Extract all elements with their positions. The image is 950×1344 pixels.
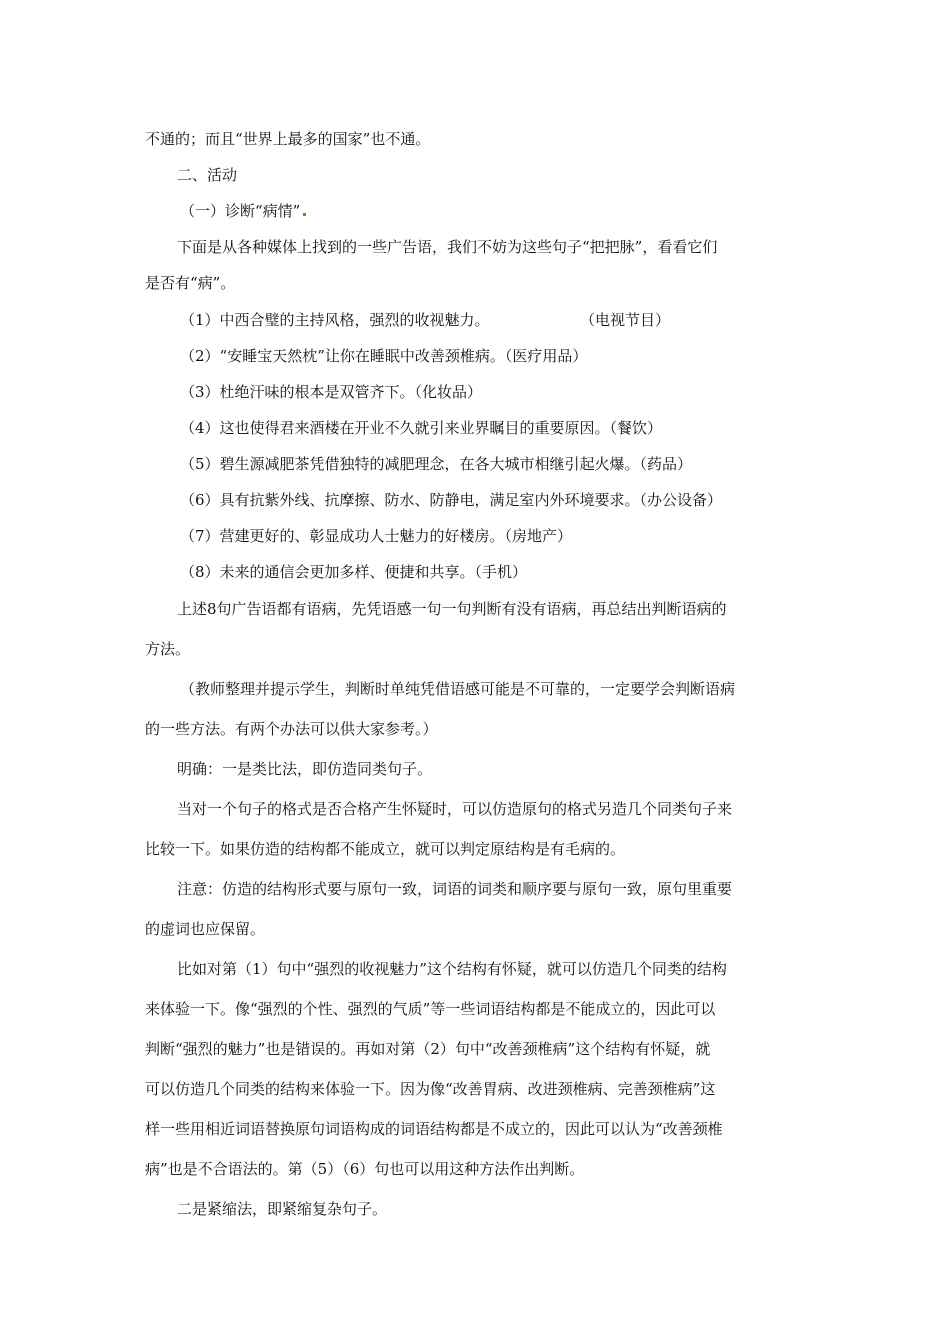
paragraph-line: 的一些方法。有两个办法可以供大家参考。） [145, 720, 438, 738]
list-item: （4）这也使得君来酒楼在开业不久就引来业界瞩目的重要原因。（餐饮） [180, 419, 663, 437]
section-heading: 二、活动 [177, 166, 238, 184]
paragraph-line: 的虚词也应保留。 [145, 920, 266, 938]
paragraph-line: 样一些用相近词语替换原句词语构成的词语结构都是不成立的，因此可以认为“改善颈椎 [145, 1120, 723, 1138]
list-item: （5）碧生源减肥茶凭借独特的减肥理念，在各大城市相继引起火爆。（药品） [180, 455, 693, 473]
paragraph-line: 明确：一是类比法，即仿造同类句子。 [177, 760, 433, 778]
paragraph-line: 可以仿造几个同类的结构来体验一下。因为像“改善胃病、改进颈椎病、完善颈椎病”这 [145, 1080, 716, 1098]
list-item: （3）杜绝汗味的根本是双管齐下。（化妆品） [180, 383, 483, 401]
green-dot-mark [303, 213, 306, 216]
paragraph-line: 不通的；而且“世界上最多的国家”也不通。 [145, 130, 431, 148]
paragraph-line: 注意：仿造的结构形式要与原句一致，词语的词类和顺序要与原句一致，原句里重要 [177, 880, 733, 898]
list-item: （7）营建更好的、彰显成功人士魅力的好楼房。（房地产） [180, 527, 573, 545]
list-item-category: （电视节目） [580, 311, 671, 329]
list-item: （1）中西合璧的主持风格，强烈的收视魅力。 [180, 311, 490, 329]
paragraph-line: 病”也是不合语法的。第（5）（6）句也可以用这种方法作出判断。 [145, 1160, 585, 1178]
paragraph-line: 方法。 [145, 640, 191, 658]
paragraph-line: （教师整理并提示学生，判断时单纯凭借语感可能是不可靠的，一定要学会判断语病 [180, 680, 736, 698]
subsection-heading [180, 201, 306, 221]
paragraph-line: 判断“强烈的魅力”也是错误的。再如对第（2）句中“改善颈椎病”这个结构有怀疑，就 [145, 1040, 711, 1058]
paragraph-line: 来体验一下。像“强烈的个性、强烈的气质”等一些词语结构都是不能成立的，因此可以 [145, 1000, 716, 1018]
list-item: （2）“安睡宝天然枕”让你在睡眠中改善颈椎病。（医疗用品） [180, 347, 588, 365]
list-item: （8）未来的通信会更加多样、便捷和共享。（手机） [180, 563, 528, 581]
paragraph-line: 二是紧缩法，即紧缩复杂句子。 [177, 1200, 388, 1218]
paragraph-line: 当对一个句子的格式是否合格产生怀疑时，可以仿造原句的格式另造几个同类句子来 [177, 800, 733, 818]
paragraph-line: 下面是从各种媒体上找到的一些广告语，我们不妨为这些句子“把把脉”，看看它们 [177, 238, 718, 256]
list-item: （6）具有抗紫外线、抗摩擦、防水、防静电，满足室内外环境要求。（办公设备） [180, 491, 723, 509]
paragraph-line: 比如对第（1）句中“强烈的收视魅力”这个结构有怀疑，就可以仿造几个同类的结构 [177, 960, 727, 978]
paragraph-line: 是否有“病”。 [145, 274, 236, 292]
subsection-heading-text: （一）诊断“病情” [180, 202, 301, 220]
paragraph-line: 上述8句广告语都有语病，先凭语感一句一句判断有没有语病，再总结出判断语病的 [177, 600, 727, 618]
paragraph-line: 比较一下。如果仿造的结构都不能成立，就可以判定原结构是有毛病的。 [145, 840, 626, 858]
